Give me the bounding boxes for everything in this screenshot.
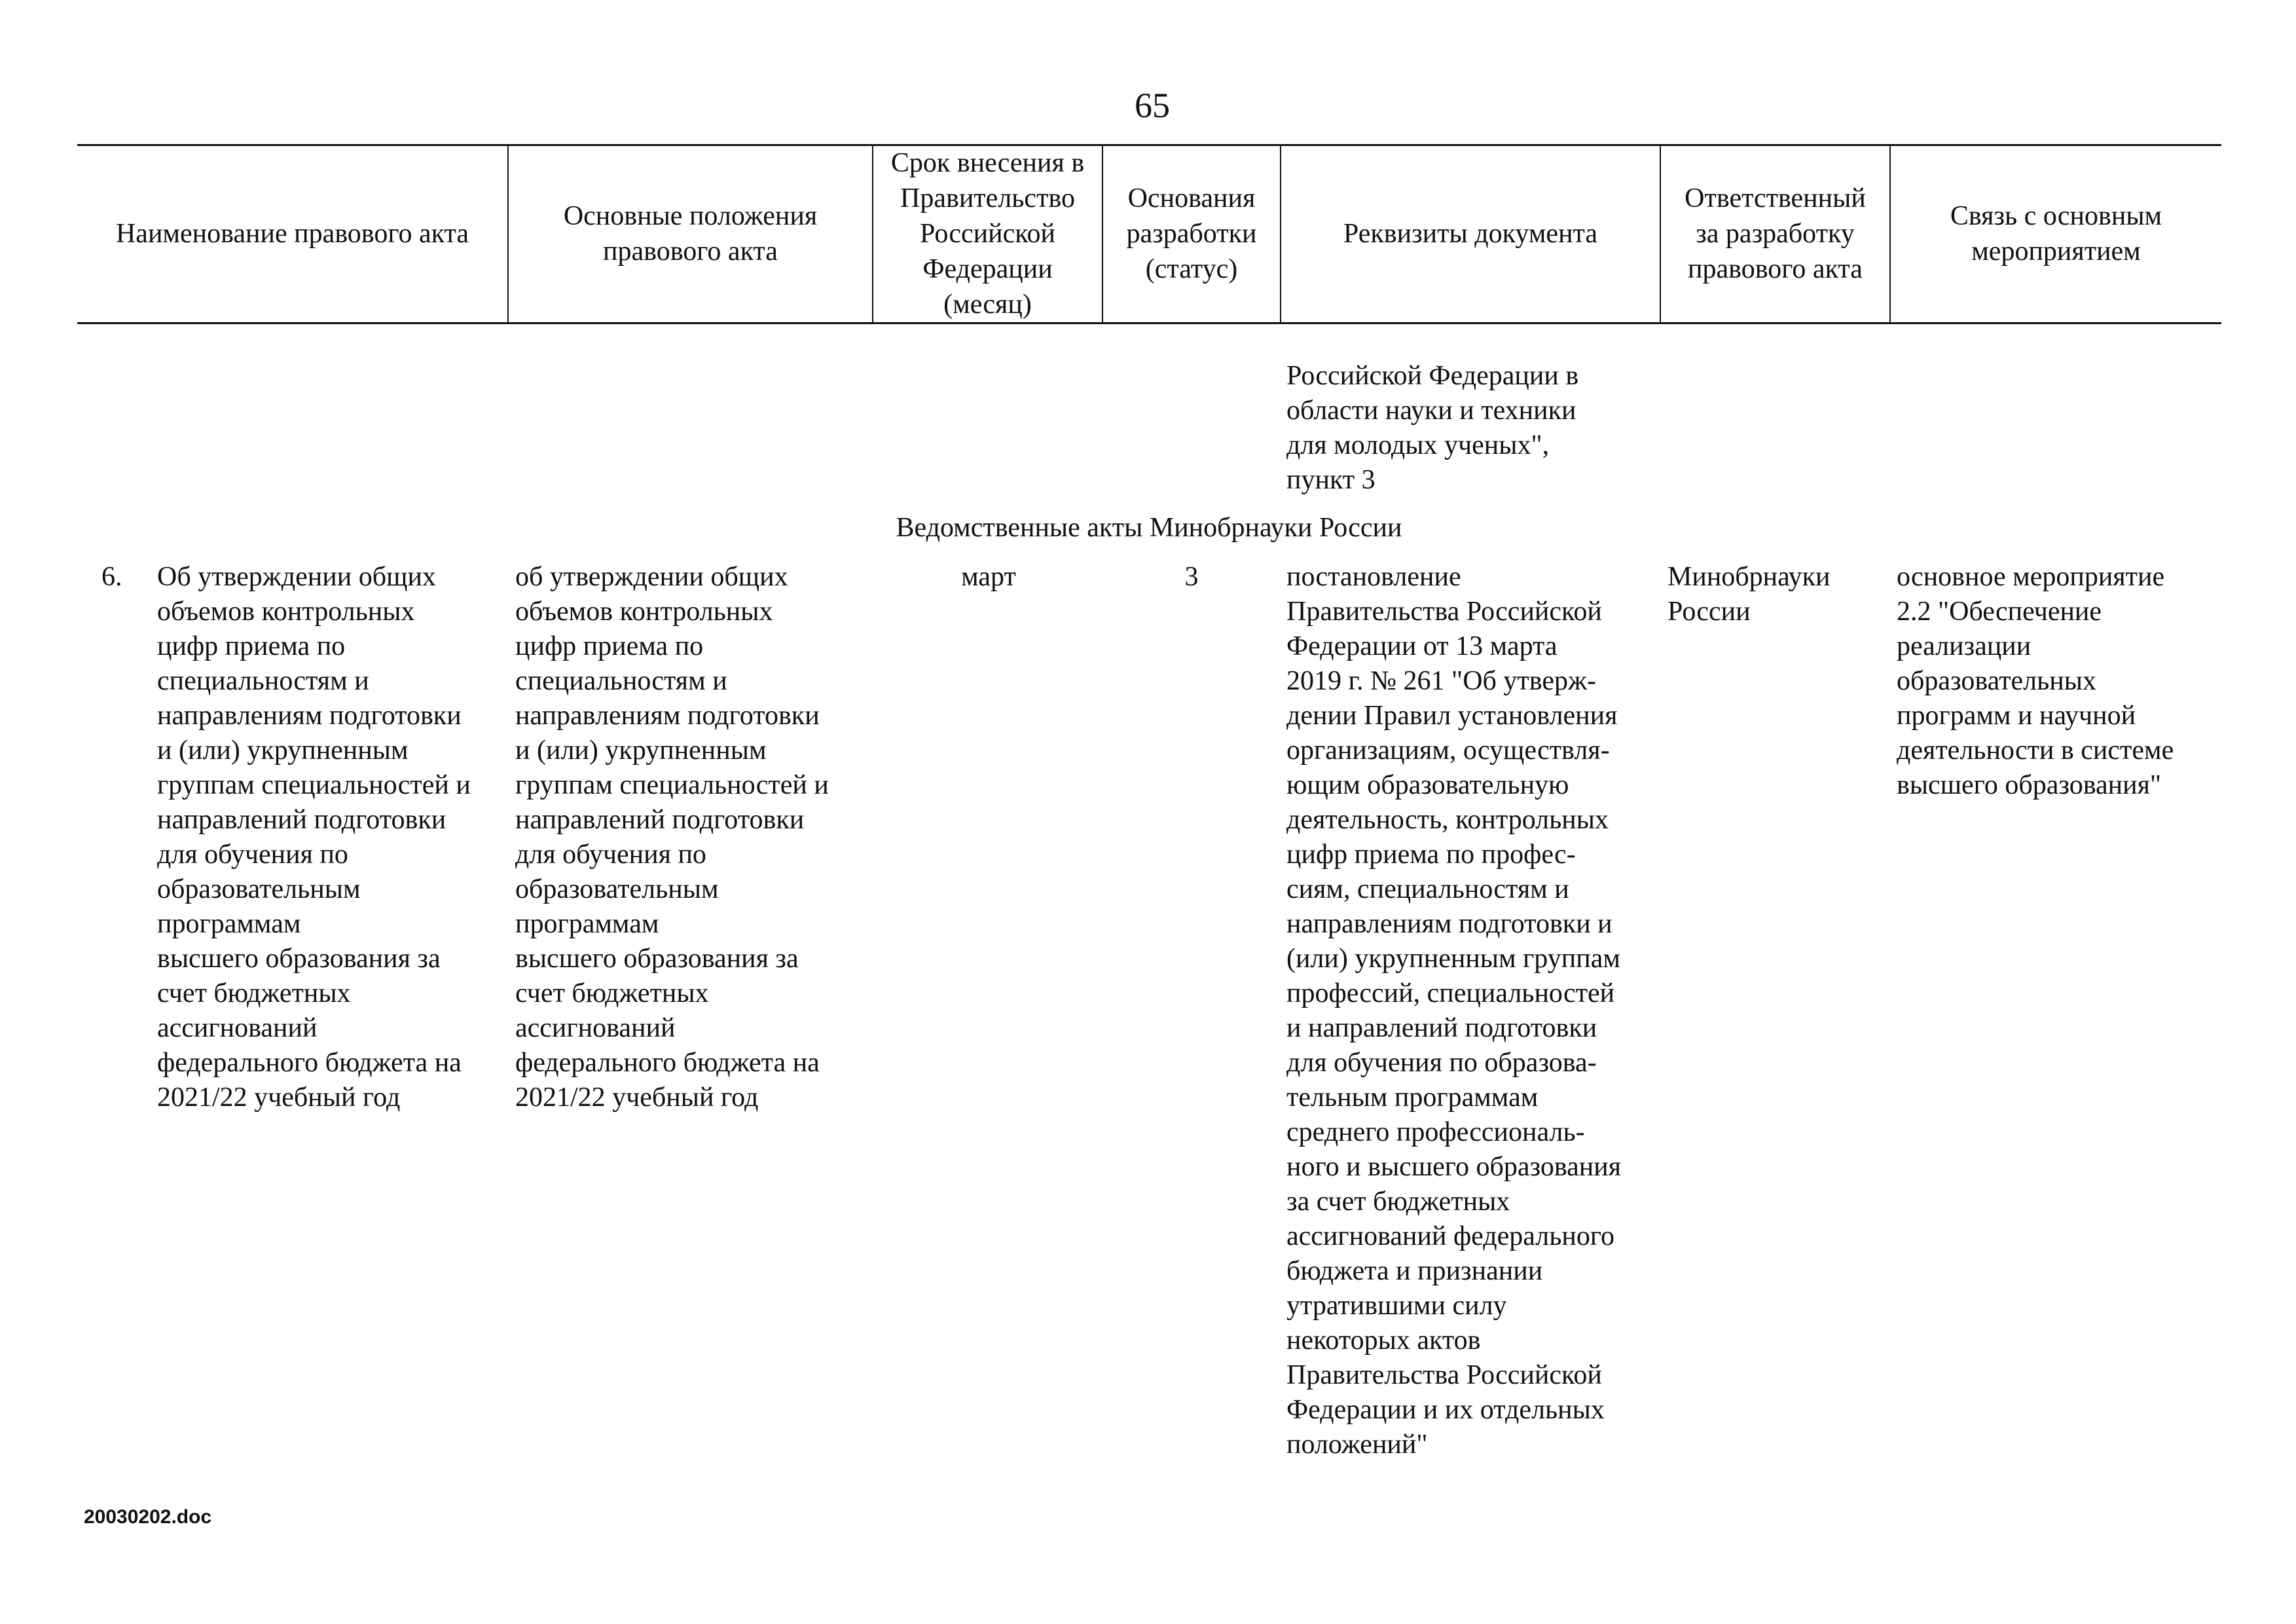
header-cell [1661, 145, 1889, 322]
section-title: Ведомственные акты Минобрнауки России [896, 513, 1402, 543]
header-label: Реквизиты документа [1343, 219, 1598, 249]
header-cell [77, 145, 507, 322]
act-name-cell: Об утверждении общих объемов контрольных цифр приема по специальностям и направлениям подготовки и (или) укрупненным группам специальностей и направлений подготовки для обучения по образовательным программам высшего образования за счет бюджетных ассигнований федерального бюджета на 2021/22 учебный год [157, 562, 471, 1113]
responsible-cell: Минобрнауки России [1667, 562, 1831, 627]
table-header-bottom-border [77, 322, 2221, 324]
header-cell [873, 145, 1102, 322]
header-cell [1103, 145, 1280, 322]
act-provisions-cell: об утверждении общих объемов контрольных цифр приема по специальностям и направлениям подготовки и (или) укрупненным группам специальностей и направлений подготовки для обучения по образовательным программам высшего образования за счет бюджетных ассигнований федерального бюджета на 2021/22 учебный год [515, 562, 829, 1113]
page-number: 65 [1135, 86, 1170, 125]
basis-cell: 3 [1184, 562, 1199, 592]
header-cell [509, 145, 872, 322]
document-filename: 20030202.doc [84, 1506, 212, 1528]
continued-requisites-text: Российской Федерации в области науки и техники для молодых ученых", пункт 3 [1286, 361, 1579, 495]
header-label: Наименование правового акта [115, 219, 469, 249]
deadline-cell: март [961, 562, 1016, 592]
header-label: Основания разработки (статус) [1126, 183, 1257, 284]
link-to-activity-cell: основное мероприятие 2.2 "Обеспечение реализации образовательных программ и научной деятельности в системе высшего образования" [1897, 562, 2174, 800]
header-label: Срок внесения в Правительство Российской Федерации (месяц) [890, 148, 1085, 320]
row-number: 6. [101, 562, 122, 592]
header-label: Ответственный за разработку правового акта [1685, 183, 1866, 284]
header-cell [1891, 145, 2221, 322]
requisites-cell: постановление Правительства Российской Федерации от 13 марта 2019 г. № 261 "Об утверж- дении Правил установления организациям, осуществля- ющим образовательную деятельность, контрольных цифр приема по профес- сиям, специальностям и направлениям подготовки и (или) укрупненным группам профессий, специальностей и направлений подготовки для обучения по образова- тельным программам среднего профессиональ- ного и высшего образования за счет бюджетных ассигнований федерального бюджета и признании утратившими силу некоторых актов Правительства Российской Федерации и их отдельных положений" [1286, 562, 1622, 1460]
header-label: Связь с основным мероприятием [1950, 201, 2162, 267]
header-label: Основные положения правового акта [563, 201, 818, 267]
header-cell [1281, 145, 1660, 322]
